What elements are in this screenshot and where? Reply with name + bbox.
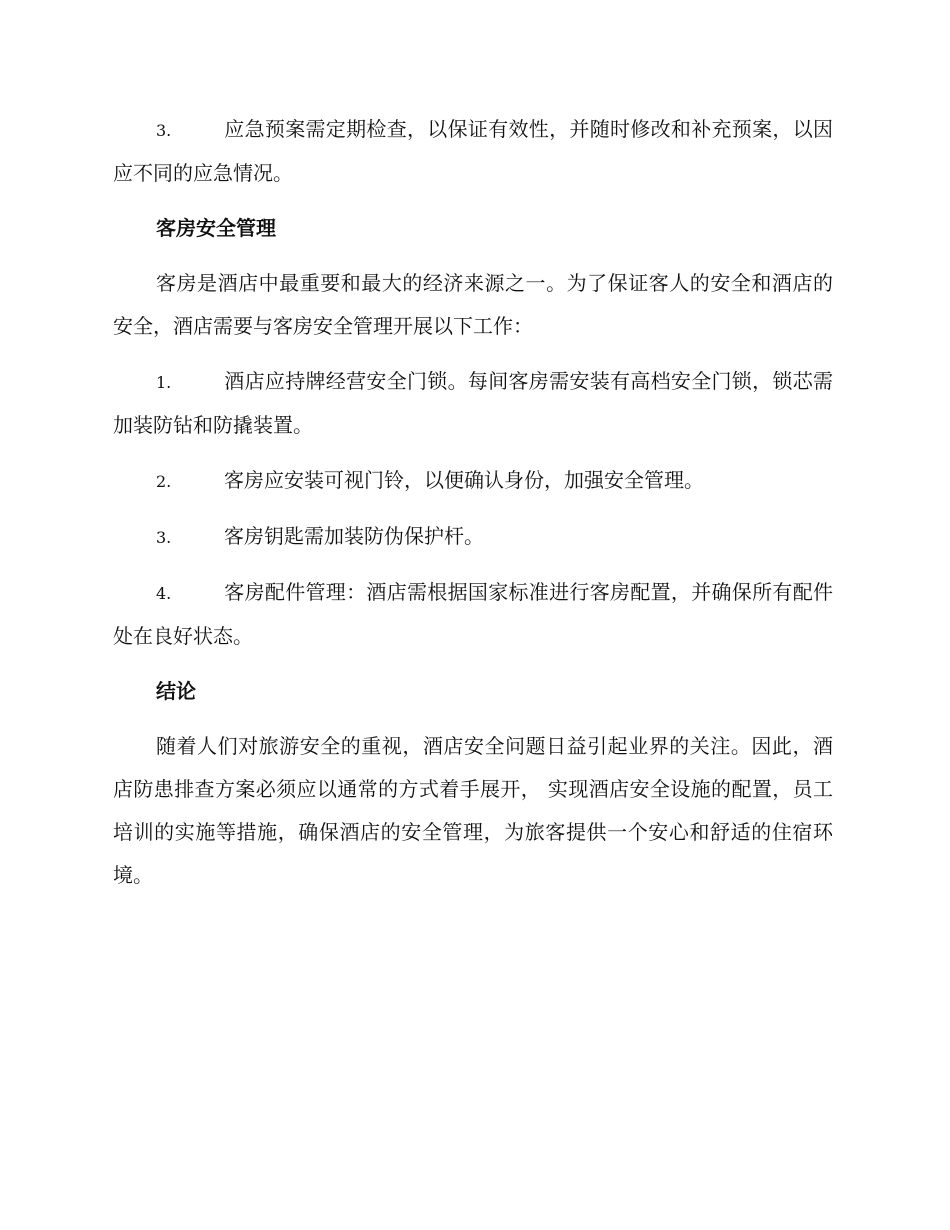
list-item-text: 应急预案需定期检查，以保证有效性，并随时修改和补充预案，以因应不同的应急情况。 xyxy=(113,117,833,185)
list-item-video-doorbell xyxy=(113,459,833,503)
list-item-number: 3. xyxy=(156,528,172,547)
list-item-text: 客房钥匙需加装防伪保护杆。 xyxy=(224,524,484,548)
document-body xyxy=(113,108,833,909)
list-item-number: 2. xyxy=(156,472,172,491)
list-item-emergency-plan-review xyxy=(113,108,833,195)
list-item-text: 酒店应持牌经营安全门锁。每间客房需安装有高档安全门锁，锁芯需加装防钻和防撬装置。 xyxy=(113,369,833,437)
list-item-room-fittings xyxy=(113,571,833,658)
list-item-number: 4. xyxy=(156,584,172,603)
list-item-door-lock xyxy=(113,360,833,447)
list-item-text: 客房应安装可视门铃，以便确认身份，加强安全管理。 xyxy=(224,468,704,492)
list-item-text: 客房配件管理：酒店需根据国家标准进行客房配置，并确保所有配件处在良好状态。 xyxy=(113,580,833,648)
list-item-number: 3. xyxy=(156,121,172,140)
section-heading-conclusion: 结论 xyxy=(156,679,196,703)
section-heading-room-safety: 客房安全管理 xyxy=(156,216,276,240)
list-item-number: 1. xyxy=(156,373,172,392)
paragraph-conclusion: 随着人们对旅游安全的重视，酒店安全问题日益引起业界的关注。因此，酒店防患排查方案必须应以通常的方式着手展开， 实现酒店安全设施的配置，员工培训的实施等措施，确保酒店的安全管理，为旅客提供一个安心和舒适的住宿环境。 xyxy=(113,734,833,887)
list-item-room-key xyxy=(113,515,833,559)
paragraph-room-safety-intro: 客房是酒店中最重要和最大的经济来源之一。为了保证客人的安全和酒店的安全，酒店需要与客房安全管理开展以下工作： xyxy=(113,271,833,338)
